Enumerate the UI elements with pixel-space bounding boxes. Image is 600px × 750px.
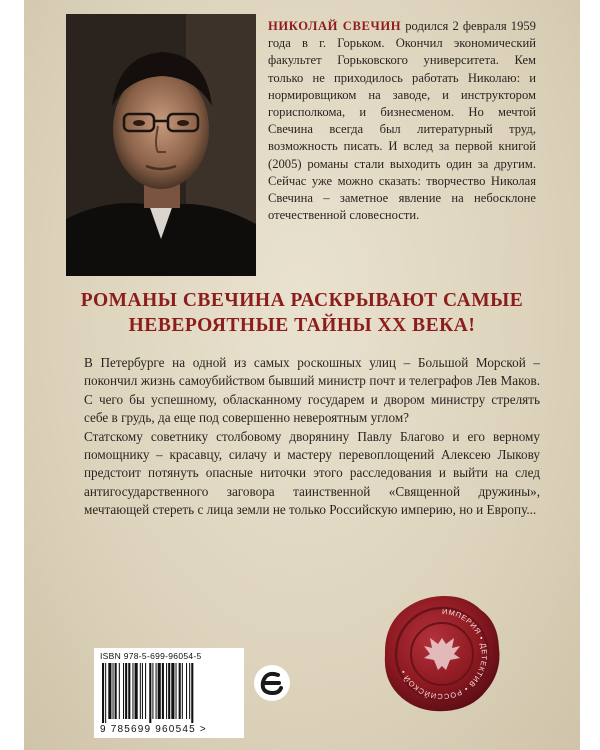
barcode-bar [115, 663, 117, 719]
barcode-bar [128, 663, 130, 719]
barcode-bar [125, 663, 127, 719]
headline-line-2: НЕВЕРОЯТНЫЕ ТАЙНЫ XX ВЕКА! [128, 315, 476, 336]
barcode-bar [119, 663, 120, 719]
barcode-bar [132, 663, 133, 719]
author-portrait-illustration [66, 14, 256, 276]
barcode-bar [186, 663, 187, 719]
book-annotation [84, 354, 540, 520]
barcode-bar [135, 663, 138, 719]
barcode-bar [140, 663, 141, 719]
author-bio [268, 18, 536, 224]
barcode-bar [179, 663, 181, 719]
barcode-bar [166, 663, 167, 719]
barcode-bar [102, 663, 104, 723]
barcode-bar [108, 663, 111, 719]
book-back-cover [24, 0, 580, 750]
isbn-label: ISBN 978-5-699-96054-5 [100, 651, 202, 661]
barcode-bar [145, 663, 146, 719]
author-photo [66, 14, 256, 276]
seal-ring-text: ИМПЕРИЯ • ДЕТЕКТИВ • РОССИЙСКОЙ • [398, 606, 490, 702]
barcode-bar [176, 663, 177, 719]
barcode-bar [162, 663, 164, 719]
publisher-logo-icon [252, 663, 292, 703]
barcode-bar [123, 663, 124, 719]
barcode-bar [152, 663, 153, 719]
barcode-bar [191, 663, 193, 723]
barcode-bar [142, 663, 143, 719]
barcode-bar [105, 663, 106, 723]
annotation-paragraph-1: В Петербурге на одной из самых роскошных улиц – Большой Морской – покончил жизнь самоубийством бывший министр почт и телеграфов Лев Маков. С чего бы успешному, обласканному государем и двором министру стрелять себе в грудь, да еще под совершенно невероятным углом? [84, 355, 540, 426]
author-bio-text: родился 2 февраля 1959 года в г. Горьком. Окончил экономический факультет Горьковского университета. Кем только не приходилось работать Николаю: и нормировщиком на заводе, и инструктором горисполкома, и бизнесменом. Но мечтой Свечина всегда был литературный труд, возможность писать. И вслед за первой книгой (2005) романы стали выходить один за другим. Сейчас уже можно сказать: творчество Николая Свечина – заметное явление на небосклоне отечественной словесности. [268, 19, 536, 223]
barcode-panel [94, 648, 244, 738]
barcode-bar [158, 663, 161, 719]
barcode-bar [182, 663, 183, 719]
barcode-digits: 9 785699 960545 > [100, 724, 207, 735]
annotation-paragraph-2: Статскому советнику столбовому дворянину Павлу Благово и его верному помощнику – красавцу, силачу и мастеру перевоплощений Алексею Лыкову предстоит потянуть опасные ниточки этого расследования и выйти на след антигосударственного заговора таинственной «Священной дружины», мечтающей стереть с лица земли не только Российскую империю, но и Европу... [84, 428, 540, 518]
author-name: НИКОЛАЙ СВЕЧИН [268, 19, 402, 33]
headline-line-1: РОМАНЫ СВЕЧИНА РАСКРЫВАЮТ САМЫЕ [80, 290, 524, 311]
headline [44, 288, 560, 338]
barcode-bar [113, 663, 114, 719]
wax-seal-icon [380, 592, 504, 716]
barcode-bar [149, 663, 151, 723]
barcode-bar [156, 663, 157, 719]
barcode-bars [100, 663, 238, 723]
barcode-bar [171, 663, 174, 719]
barcode-bar [189, 663, 190, 719]
barcode-bar [168, 663, 170, 719]
